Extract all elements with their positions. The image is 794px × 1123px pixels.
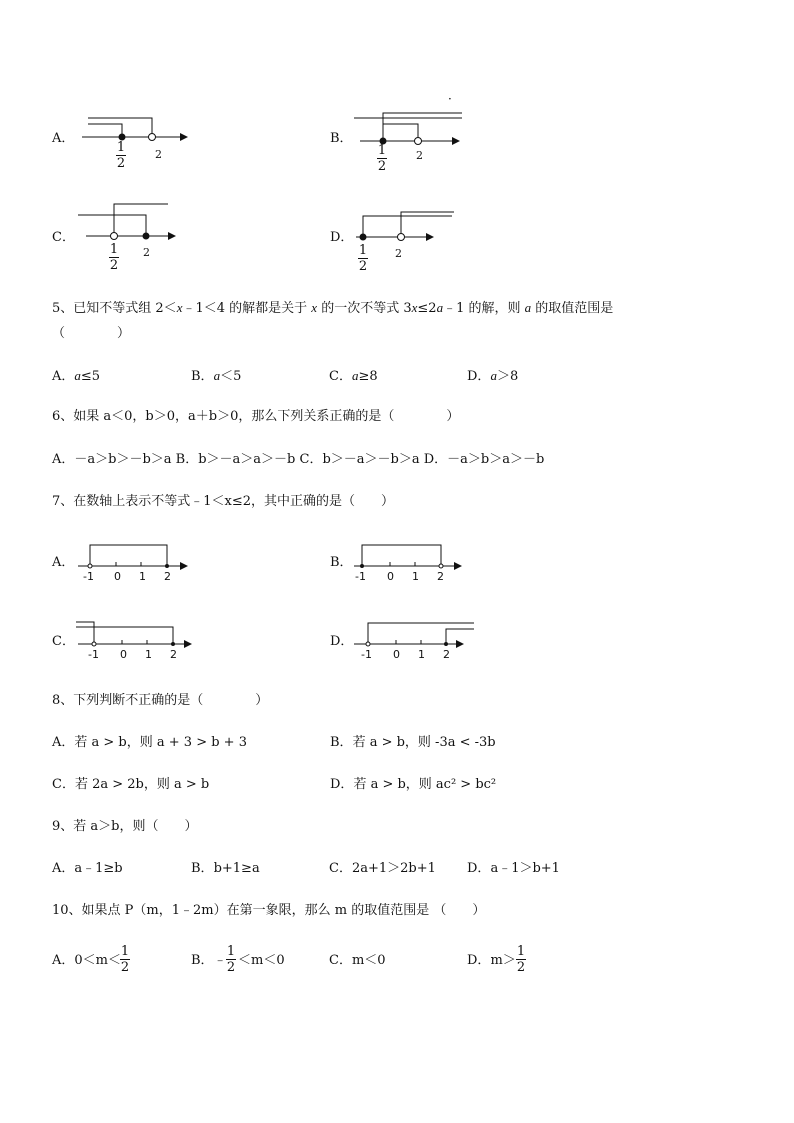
q7-option-a-numberline (76, 540, 196, 585)
q9-option-b[interactable]: B．b+1≥a (191, 861, 260, 876)
q4-d-two: 2 (395, 247, 402, 260)
q5-option-b[interactable]: B．a＜5 (191, 368, 242, 384)
q7-c-tick-1: 1 (145, 648, 152, 661)
q9-option-d[interactable]: D．a﹣1＞b+1 (467, 861, 560, 876)
q4-option-b-label: B． (330, 131, 353, 146)
stray-dot: · (448, 92, 452, 106)
q10-d-fraction: 1 2 (516, 944, 526, 975)
q9-option-c[interactable]: C．2a+1＞2b+1 (329, 861, 436, 876)
q7-a-tick-0: 0 (114, 570, 121, 583)
q10-option-d[interactable]: D．m＞ (467, 953, 516, 968)
q4-c-two: 2 (143, 246, 150, 259)
q8-option-a[interactable]: A．若 a > b，则 a + 3 > b + 3 (52, 735, 247, 750)
q7-c-tick-2: 2 (170, 648, 177, 661)
q7-stem: 7、在数轴上表示不等式﹣1＜x≤2，其中正确的是（ ） (52, 494, 395, 509)
q4-d-half: 1 2 (358, 243, 368, 274)
q10-b-fraction: 1 2 (226, 944, 236, 975)
q7-a-tick-1: 1 (139, 570, 146, 583)
q5-option-d[interactable]: D．a＞8 (467, 368, 519, 384)
q6-stem: 6、如果 a＜0，b＞0，a＋b＞0，那么下列关系正确的是（ ） (52, 409, 460, 424)
q7-option-c-label: C． (52, 634, 75, 649)
q7-c-tick-neg1: -1 (88, 648, 99, 661)
q8-option-d[interactable]: D．若 a > b，则 ac² > bc² (330, 777, 497, 792)
q4-option-a-label: A． (52, 131, 75, 146)
q5-stem: 5、已知不等式组 2＜x﹣1＜4 的解都是关于 x 的一次不等式 3x≤2a﹣1 的解，则 a 的取值范围是 (52, 300, 614, 316)
q7-option-d-label: D． (330, 634, 354, 649)
q10-option-b[interactable]: B．﹣ (191, 953, 227, 968)
q10-option-a[interactable]: A．0＜m＜ (52, 953, 121, 968)
q4-a-half: 1 2 (116, 140, 126, 171)
q4-option-c-numberline (72, 200, 202, 260)
q5-option-c[interactable]: C．a≥8 (329, 368, 378, 384)
q4-c-half: 1 2 (109, 242, 119, 273)
q4-option-a-numberline (72, 110, 202, 170)
q8-option-b[interactable]: B．若 a > b，则 -3a < -3b (330, 735, 496, 750)
q7-a-tick-neg1: -1 (83, 570, 94, 583)
q7-d-tick-2: 2 (443, 648, 450, 661)
q10-b-post: ＜m＜0 (238, 953, 285, 968)
q7-b-tick-1: 1 (412, 570, 419, 583)
q7-b-tick-2: 2 (437, 570, 444, 583)
q4-option-d-numberline (350, 200, 480, 260)
q8-option-c[interactable]: C．若 2a > 2b，则 a > b (52, 777, 210, 792)
q10-a-fraction: 1 2 (120, 944, 130, 975)
q4-b-half: 1 2 (377, 143, 387, 174)
q7-b-tick-0: 0 (387, 570, 394, 583)
q7-option-b-label: B． (330, 555, 353, 570)
q9-option-a[interactable]: A．a﹣1≥b (52, 861, 123, 876)
q4-b-two: 2 (416, 149, 423, 162)
q7-d-tick-1: 1 (418, 648, 425, 661)
q7-b-tick-neg1: -1 (355, 570, 366, 583)
q6-options[interactable]: A．－a＞b＞－b＞a B．b＞－a＞a＞－b C．b＞－a＞－b＞a D．－a＞b＞a＞－b (52, 452, 545, 467)
q8-stem: 8、下列判断不正确的是（ ） (52, 693, 269, 708)
q7-d-tick-0: 0 (393, 648, 400, 661)
q7-a-tick-2: 2 (164, 570, 171, 583)
q4-a-two: 2 (155, 148, 162, 161)
q10-stem: 10、如果点 P（m，1﹣2m）在第一象限，那么 m 的取值范围是 （ ） (52, 903, 486, 918)
q9-stem: 9、若 a＞b，则（ ） (52, 819, 198, 834)
q4-option-d-label: D． (330, 230, 354, 245)
q5-option-a[interactable]: A．a≤5 (52, 368, 101, 384)
q4-option-c-label: C． (52, 230, 75, 245)
q10-option-c[interactable]: C．m＜0 (329, 953, 386, 968)
q5-answer-paren: （ ） (52, 326, 131, 341)
q7-c-tick-0: 0 (120, 648, 127, 661)
q7-d-tick-neg1: -1 (361, 648, 372, 661)
q7-option-a-label: A． (52, 555, 75, 570)
q4-option-b-numberline (350, 110, 480, 170)
